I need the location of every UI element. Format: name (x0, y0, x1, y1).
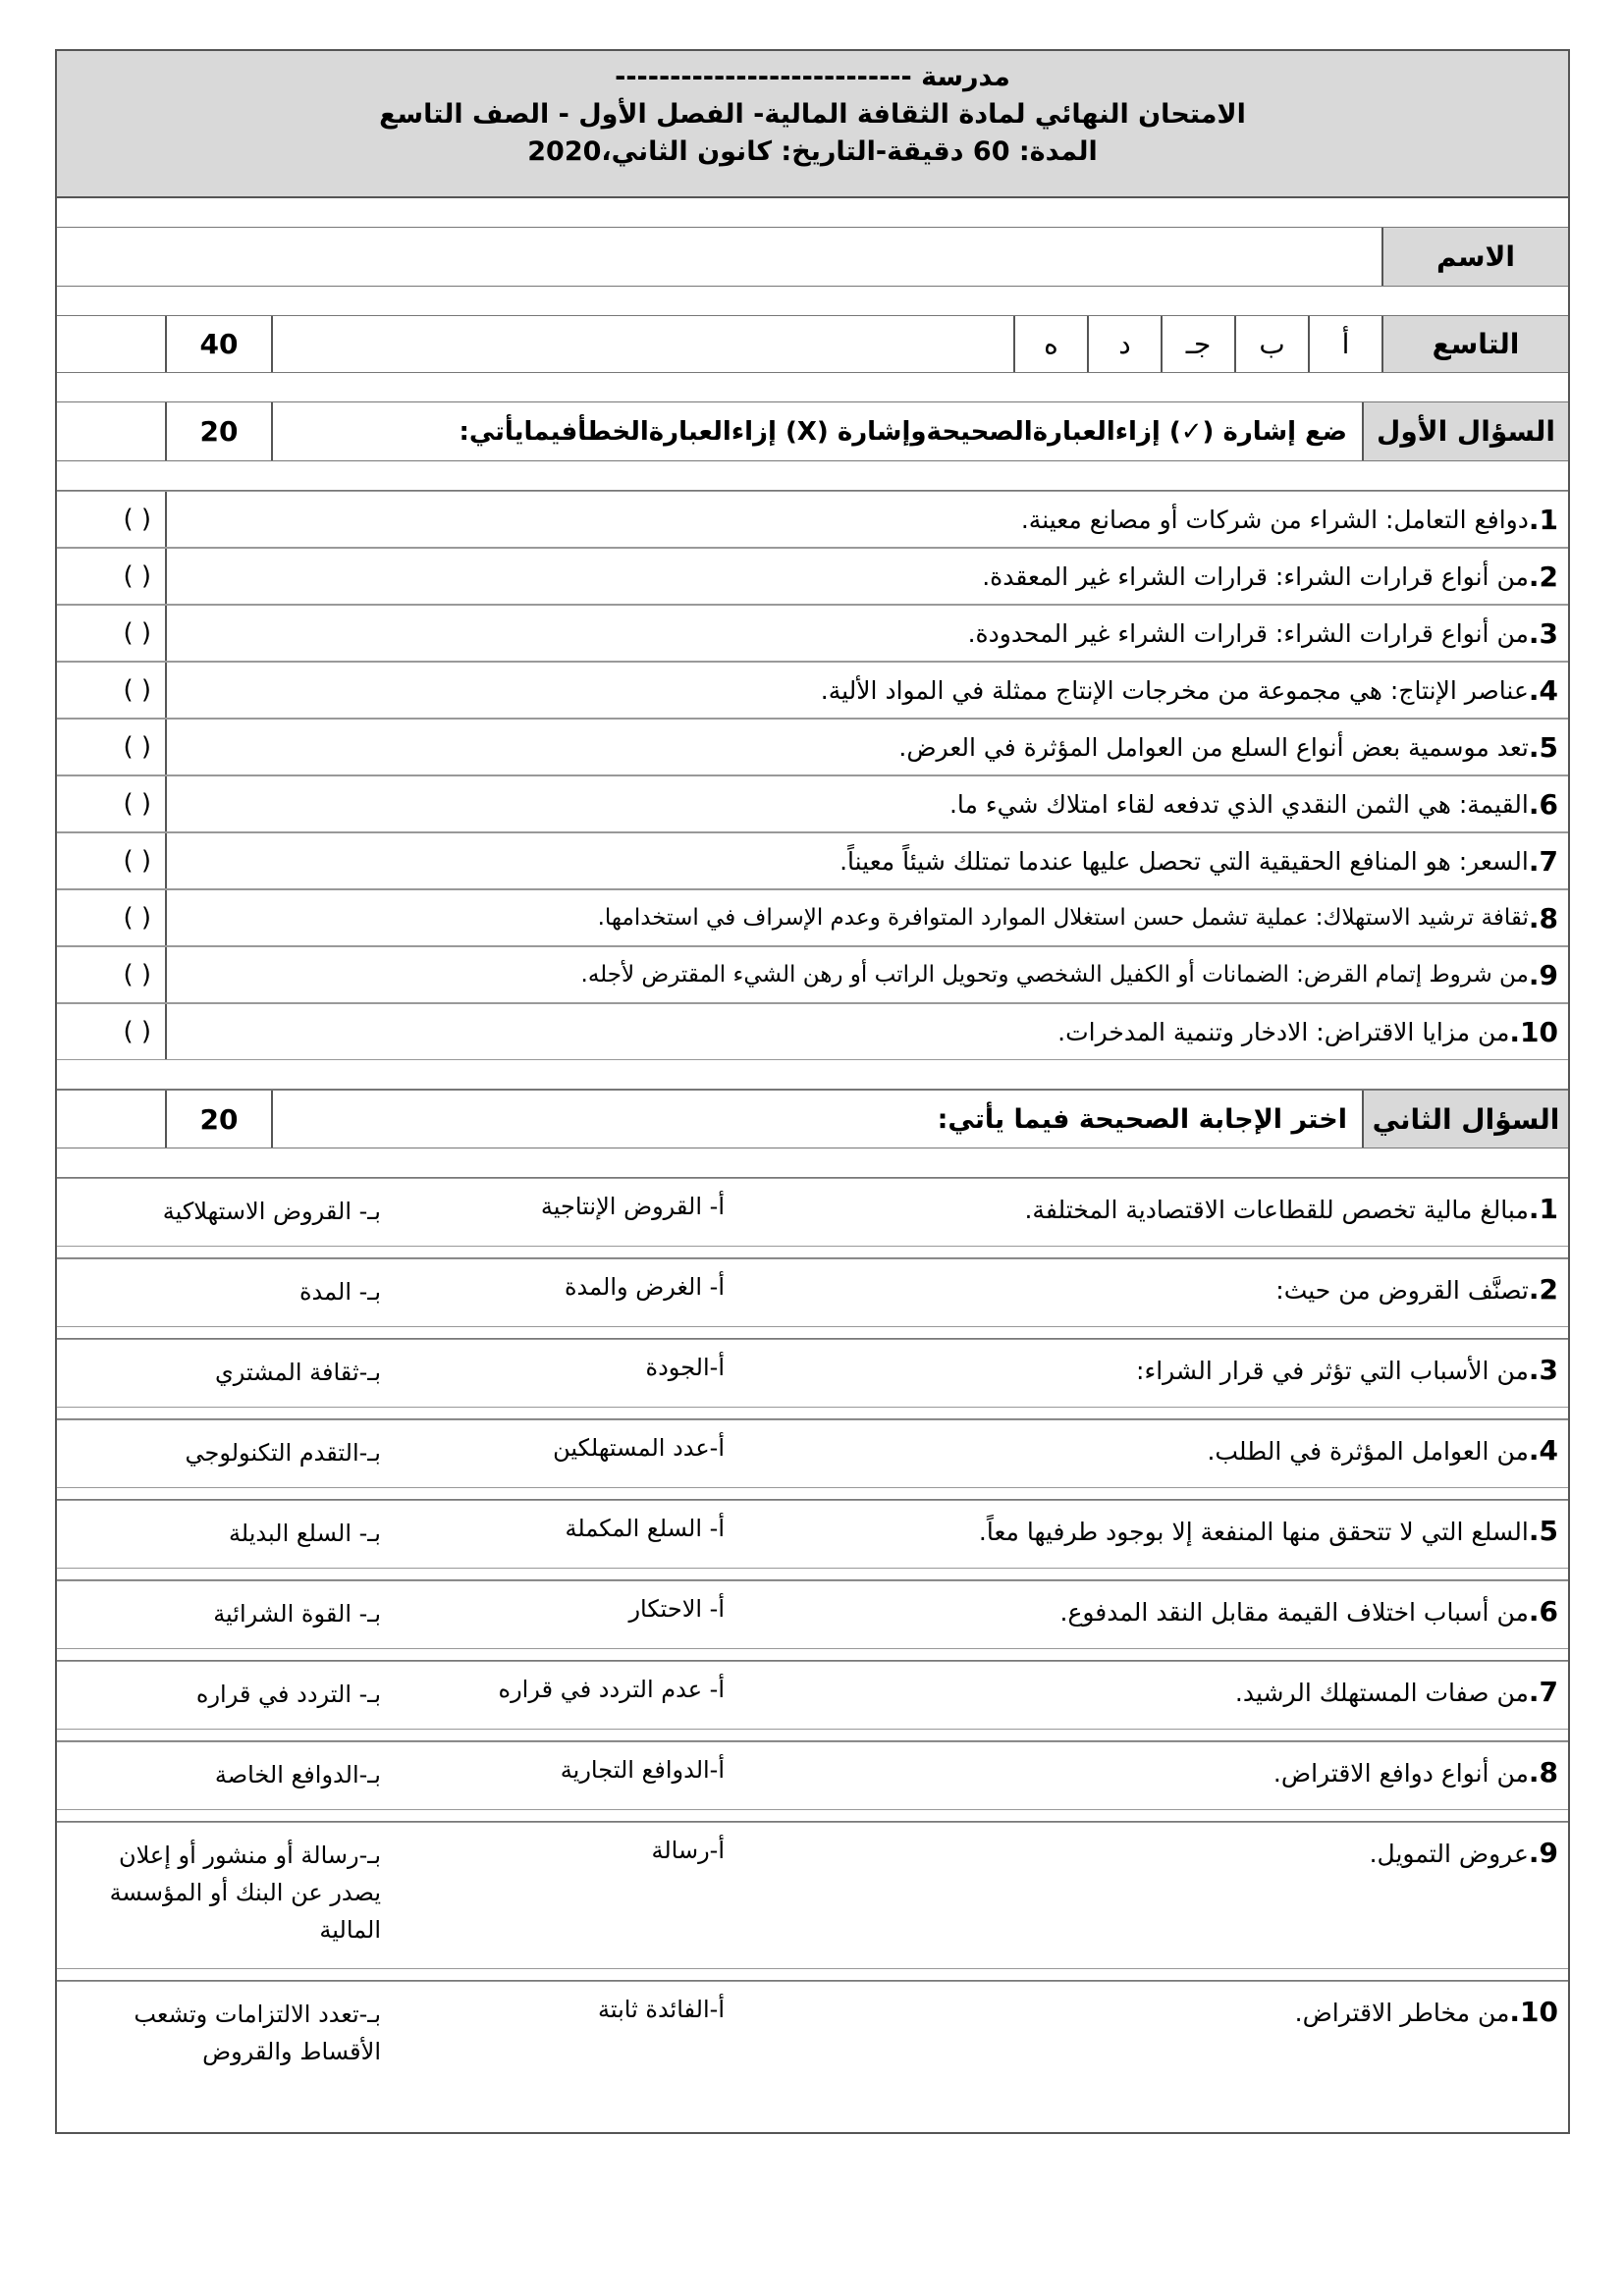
q2-item-number: 9. (1528, 1837, 1558, 1869)
section-a: أ (1308, 316, 1381, 372)
option-b[interactable]: بـ-تعدد الالتزامات وتشعب الأقساط والقروض (134, 2001, 381, 2065)
option-b[interactable]: بـ- التردد في قراره (195, 1681, 381, 1708)
q1-header-row (57, 402, 1568, 461)
q1-item-number: 9. (1528, 958, 1558, 991)
section-h: ه (1013, 316, 1087, 372)
q2-item (57, 1419, 1568, 1488)
q1-item-text: تعد موسمية بعض أنواع السلع من العوامل المؤثرة في العرض. (898, 732, 1529, 762)
exam-title: الامتحان النهائي لمادة الثقافة المالية- الفصل الأول - الصف التاسع (379, 99, 1246, 130)
exam-meta: المدة: 60 دقيقة-التاريخ: كانون الثاني،2020 (527, 136, 1098, 167)
option-b[interactable]: بـ-رسالة أو منشور أو إعلان يصدر عن البنك أو المؤسسة المالية (109, 1842, 381, 1944)
option-a[interactable]: أ- الغرض والمدة (564, 1273, 725, 1301)
option-a[interactable]: أ-رسالة (651, 1837, 725, 1864)
option-a[interactable]: أ-الفائدة ثابتة (597, 1996, 725, 2023)
name-label: الاسم (1381, 228, 1568, 286)
spacer-row (57, 1247, 1568, 1258)
option-a[interactable]: أ- السلع المكملة (565, 1515, 725, 1542)
q2-item-number: 3. (1528, 1354, 1558, 1386)
section-d: د (1087, 316, 1161, 372)
q2-item-text: عروض التمويل. (1369, 1840, 1529, 1868)
option-b[interactable]: بـ-الدوافع الخاصة (214, 1761, 381, 1789)
q2-item-text: من الأسباب التي تؤثر في قرار الشراء: (1136, 1357, 1529, 1385)
q2-label: السؤال الثاني (1362, 1091, 1568, 1148)
option-b[interactable]: بـ- القروض الاستهلاكية (162, 1198, 381, 1225)
q1-item-text: من مزايا الاقتراض: الادخار وتنمية المدخرات. (1057, 1017, 1510, 1046)
q1-item-number: 1. (1528, 503, 1558, 536)
q1-item-text: من شروط إتمام القرض: الضمانات أو الكفيل الشخصي وتحويل الراتب أو رهن الشيء المقترض لأجله. (580, 962, 1529, 988)
answer-blank[interactable]: ( ) (123, 903, 151, 933)
option-b[interactable]: بـ- المدة (298, 1278, 381, 1306)
q2-item-text: مبالغ مالية تخصص للقطاعات الاقتصادية المختلفة. (1024, 1196, 1529, 1224)
option-a[interactable]: أ-الدوافع التجارية (560, 1756, 725, 1784)
spacer-row (57, 287, 1568, 316)
q2-item-number: 8. (1528, 1756, 1558, 1789)
spacer-row (57, 1569, 1568, 1580)
spacer-row (57, 1408, 1568, 1419)
q1-item (57, 889, 1568, 946)
q1-item-number: 7. (1528, 844, 1558, 878)
q2-instruction: اختر الإجابة الصحيحة فيما يأتي: (937, 1103, 1347, 1135)
option-a[interactable]: أ- الاحتكار (628, 1595, 725, 1623)
answer-blank[interactable]: ( ) (123, 732, 151, 762)
q1-score: 20 (165, 402, 273, 460)
option-a[interactable]: أ-الجودة (645, 1354, 725, 1381)
q2-item (57, 1178, 1568, 1247)
option-b[interactable]: بـ-ثقافة المشتري (214, 1359, 381, 1386)
q2-header-row (57, 1090, 1568, 1148)
section-j: جـ (1161, 316, 1234, 372)
q1-item (57, 662, 1568, 719)
total-score: 40 (165, 316, 273, 372)
q1-item-number: 8. (1528, 901, 1558, 934)
q2-item (57, 1258, 1568, 1327)
spacer-row (57, 1810, 1568, 1822)
q1-item-number: 10. (1509, 1015, 1558, 1048)
q1-item (57, 605, 1568, 662)
option-a[interactable]: أ-عدد المستهلكين (553, 1434, 725, 1462)
q1-item (57, 946, 1568, 1003)
class-row (57, 316, 1568, 373)
spacer-row (57, 1730, 1568, 1741)
spacer-row (57, 373, 1568, 402)
q1-item-number: 6. (1528, 787, 1558, 821)
exam-sheet (55, 49, 1570, 2134)
spacer-row (57, 461, 1568, 491)
q1-item-number: 2. (1528, 560, 1558, 593)
spacer-row (57, 1488, 1568, 1500)
q1-item (57, 832, 1568, 889)
q1-item-text: دوافع التعامل: الشراء من شركات أو مصانع معينة. (1020, 505, 1529, 534)
q2-item-number: 2. (1528, 1273, 1558, 1306)
spacer-row (57, 1060, 1568, 1090)
exam-header (57, 51, 1568, 198)
q2-item-text: من مخاطر الاقتراض. (1294, 1999, 1510, 2027)
q1-item (57, 719, 1568, 775)
q2-item-text: من صفات المستهلك الرشيد. (1234, 1679, 1529, 1707)
q2-item-text: من أنواع دوافع الاقتراض. (1272, 1759, 1529, 1788)
q2-item-text: من أسباب اختلاف القيمة مقابل النقد المدفوع. (1059, 1598, 1529, 1627)
q2-item-number: 4. (1528, 1434, 1558, 1467)
q1-item-text: عناصر الإنتاج: هي مجموعة من مخرجات الإنتاج ممثلة في المواد الألية. (820, 675, 1529, 705)
q2-item-number: 7. (1528, 1676, 1558, 1708)
option-a[interactable]: أ- عدم التردد في قراره (498, 1676, 725, 1703)
q2-item (57, 1661, 1568, 1730)
q1-item-text: السعر: هو المنافع الحقيقية التي تحصل عليها عندما تمتلك شيئاً معيناً. (839, 846, 1529, 876)
q2-item (57, 1500, 1568, 1569)
q2-item-text: تصنَّف القروض من حيث: (1275, 1276, 1529, 1305)
answer-blank[interactable]: ( ) (123, 1017, 151, 1046)
answer-blank[interactable]: ( ) (123, 960, 151, 989)
q1-item-text: القيمة: هي الثمن النقدي الذي تدفعه لقاء امتلاك شيء ما. (948, 789, 1529, 819)
answer-blank[interactable]: ( ) (123, 561, 151, 591)
q2-item-text: من العوامل المؤثرة في الطلب. (1207, 1437, 1529, 1466)
answer-blank[interactable]: ( ) (123, 675, 151, 705)
spacer-row (57, 1649, 1568, 1661)
q2-item (57, 1981, 1568, 2099)
q2-item-number: 1. (1528, 1193, 1558, 1225)
section-b: ب (1234, 316, 1308, 372)
q1-item (57, 1003, 1568, 1060)
name-row (57, 228, 1568, 287)
q1-label: السؤال الأول (1362, 402, 1568, 460)
answer-blank[interactable]: ( ) (123, 846, 151, 876)
q1-instruction: ضع إشارة (✓) إزاءالعبارةالصحيحةوإشارة (X) إزاءالعبارةالخطأفيمايأتي: (459, 416, 1347, 447)
q2-item (57, 1741, 1568, 1810)
q1-item (57, 548, 1568, 605)
q1-item-number: 3. (1528, 616, 1558, 650)
q1-item-number: 5. (1528, 730, 1558, 764)
option-b[interactable]: بـ- القوة الشرائية (213, 1600, 381, 1628)
q2-item (57, 1339, 1568, 1408)
q1-item-number: 4. (1528, 673, 1558, 707)
option-b[interactable]: بـ-التقدم التكنولوجي (185, 1439, 381, 1467)
q2-item-number: 5. (1528, 1515, 1558, 1547)
q1-item-text: من أنواع قرارات الشراء: قرارات الشراء غير المعقدة. (982, 561, 1529, 591)
q1-item-text: من أنواع قرارات الشراء: قرارات الشراء غير المحدودة. (967, 618, 1529, 648)
option-b[interactable]: بـ- السلع البديلة (228, 1520, 381, 1547)
spacer-row (57, 198, 1568, 228)
spacer-row (57, 1148, 1568, 1178)
q1-item (57, 775, 1568, 832)
answer-blank[interactable]: ( ) (123, 618, 151, 648)
q2-item-number: 10. (1509, 1996, 1558, 2028)
q2-item-number: 6. (1528, 1595, 1558, 1628)
q1-item (57, 491, 1568, 548)
spacer-row (57, 1327, 1568, 1339)
answer-blank[interactable]: ( ) (123, 505, 151, 534)
q2-item (57, 1822, 1568, 1969)
answer-blank[interactable]: ( ) (123, 789, 151, 819)
q2-score: 20 (165, 1091, 273, 1148)
class-label: التاسع (1381, 316, 1568, 372)
q1-item-text: ثقافة ترشيد الاستهلاك: عملية تشمل حسن استغلال الموارد المتوافرة وعدم الإسراف في استخدامها. (597, 905, 1529, 931)
q2-item (57, 1580, 1568, 1649)
school-line: مدرسة --------------------------- (615, 62, 1010, 92)
q2-item-text: السلع التي لا تتحقق منها المنفعة إلا بوجود طرفيها معاً. (978, 1518, 1529, 1546)
option-a[interactable]: أ- القروض الإنتاجية (540, 1193, 725, 1220)
spacer-row (57, 1969, 1568, 1981)
